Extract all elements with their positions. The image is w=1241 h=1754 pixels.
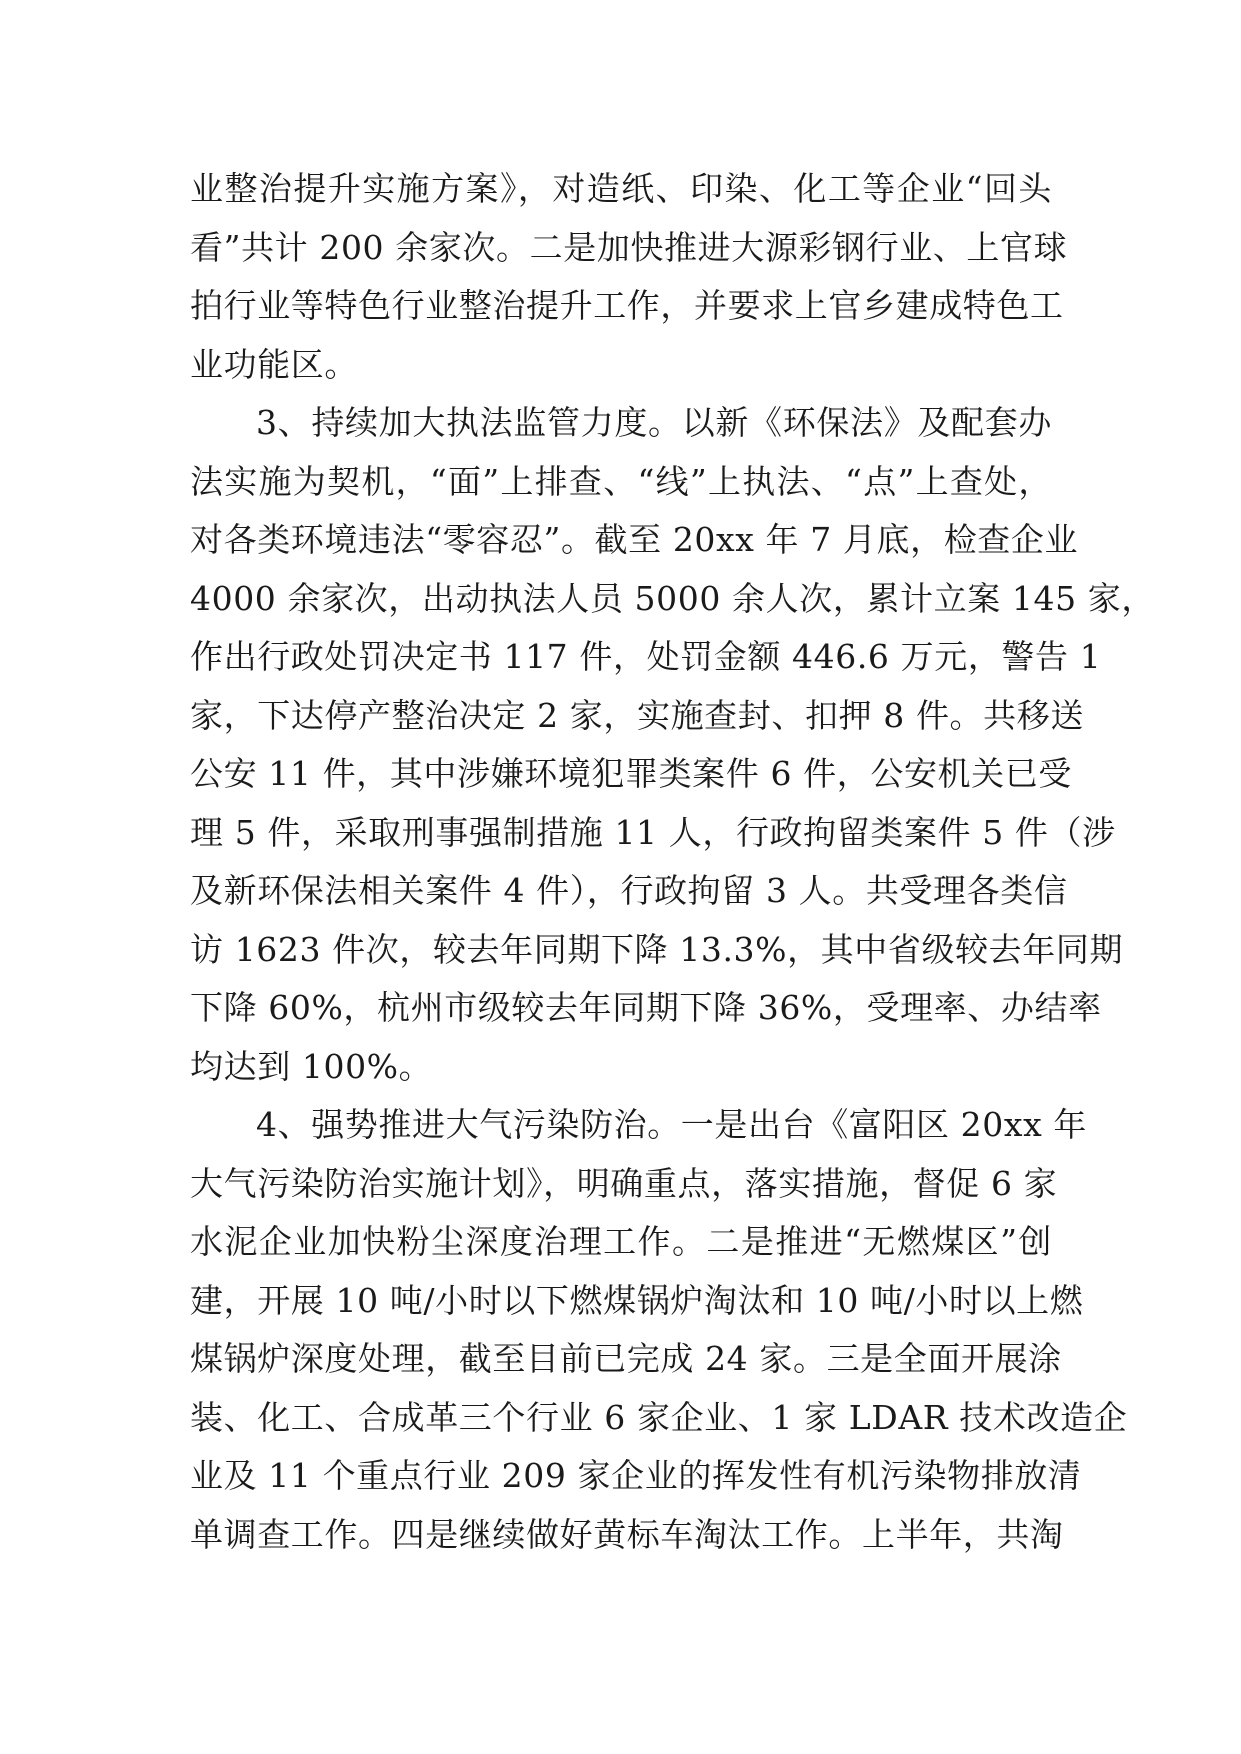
paragraph-heading-line: 4、强势推进大气污染防治。一是出台《富阳区 20xx 年 [256,1105,1087,1144]
paragraph-line: 下降 60%，杭州市级较去年同期下降 36%，受理率、办结率 [190,988,1102,1027]
paragraph-line: 4000 余家次，出动执法人员 5000 余人次，累计立案 145 家， [190,578,1156,618]
paragraph-line: 法实施为契机，“面”上排查、“线”上执法、“点”上查处， [190,461,1052,501]
paragraph-line: 水泥企业加快粉尘深度治理工作。二是推进“无燃煤区”创 [190,1222,1052,1261]
paragraph-line: 拍行业等特色行业整治提升工作，并要求上官乡建成特色工 [190,286,1064,325]
document-page [190,160,1156,1564]
paragraph-line: 对各类环境违法“零容忍”。截至 20xx 年 7 月底，检查企业 [190,520,1079,559]
paragraph-line: 公安 11 件，其中涉嫌环境犯罪类案件 6 件，公安机关已受 [190,754,1072,793]
paragraph-line: 及新环保法相关案件 4 件），行政拘留 3 人。共受理各类信 [190,871,1068,910]
paragraph-line: 看”共计 200 余家次。二是加快推进大源彩钢行业、上官球 [190,227,1068,267]
paragraph-line: 均达到 100%。 [190,1046,433,1086]
paragraph-line: 业整治提升实施方案》，对造纸、印染、化工等企业“回头 [190,169,1052,208]
paragraph-line: 煤锅炉深度处理，截至目前已完成 24 家。三是全面开展涂 [190,1339,1062,1378]
paragraph-line: 大气污染防治实施计划》，明确重点，落实措施，督促 6 家 [190,1163,1058,1203]
paragraph-heading-line: 3、持续加大执法监管力度。以新《环保法》及配套办 [256,403,1052,442]
paragraph-line: 建，开展 10 吨/小时以下燃煤锅炉淘汰和 10 吨/小时以上燃 [190,1280,1084,1320]
paragraph-line: 业功能区。 [190,344,358,384]
paragraph-line: 装、化工、合成革三个行业 6 家企业、1 家 LDAR 技术改造企 [190,1397,1128,1437]
paragraph-line: 访 1623 件次，较去年同期下降 13.3%，其中省级较去年同期 [190,929,1124,969]
paragraph-line: 单调查工作。四是继续做好黄标车淘汰工作。上半年，共淘 [190,1514,1064,1554]
paragraph-line: 作出行政处罚决定书 117 件，处罚金额 446.6 万元，警告 1 [190,637,1102,676]
paragraph-line: 家，下达停产整治决定 2 家，实施查封、扣押 8 件。共移送 [190,695,1084,735]
paragraph-line: 业及 11 个重点行业 209 家企业的挥发性有机污染物排放清 [190,1456,1082,1495]
paragraph-line: 理 5 件，采取刑事强制措施 11 人，行政拘留类案件 5 件（涉 [190,812,1116,852]
